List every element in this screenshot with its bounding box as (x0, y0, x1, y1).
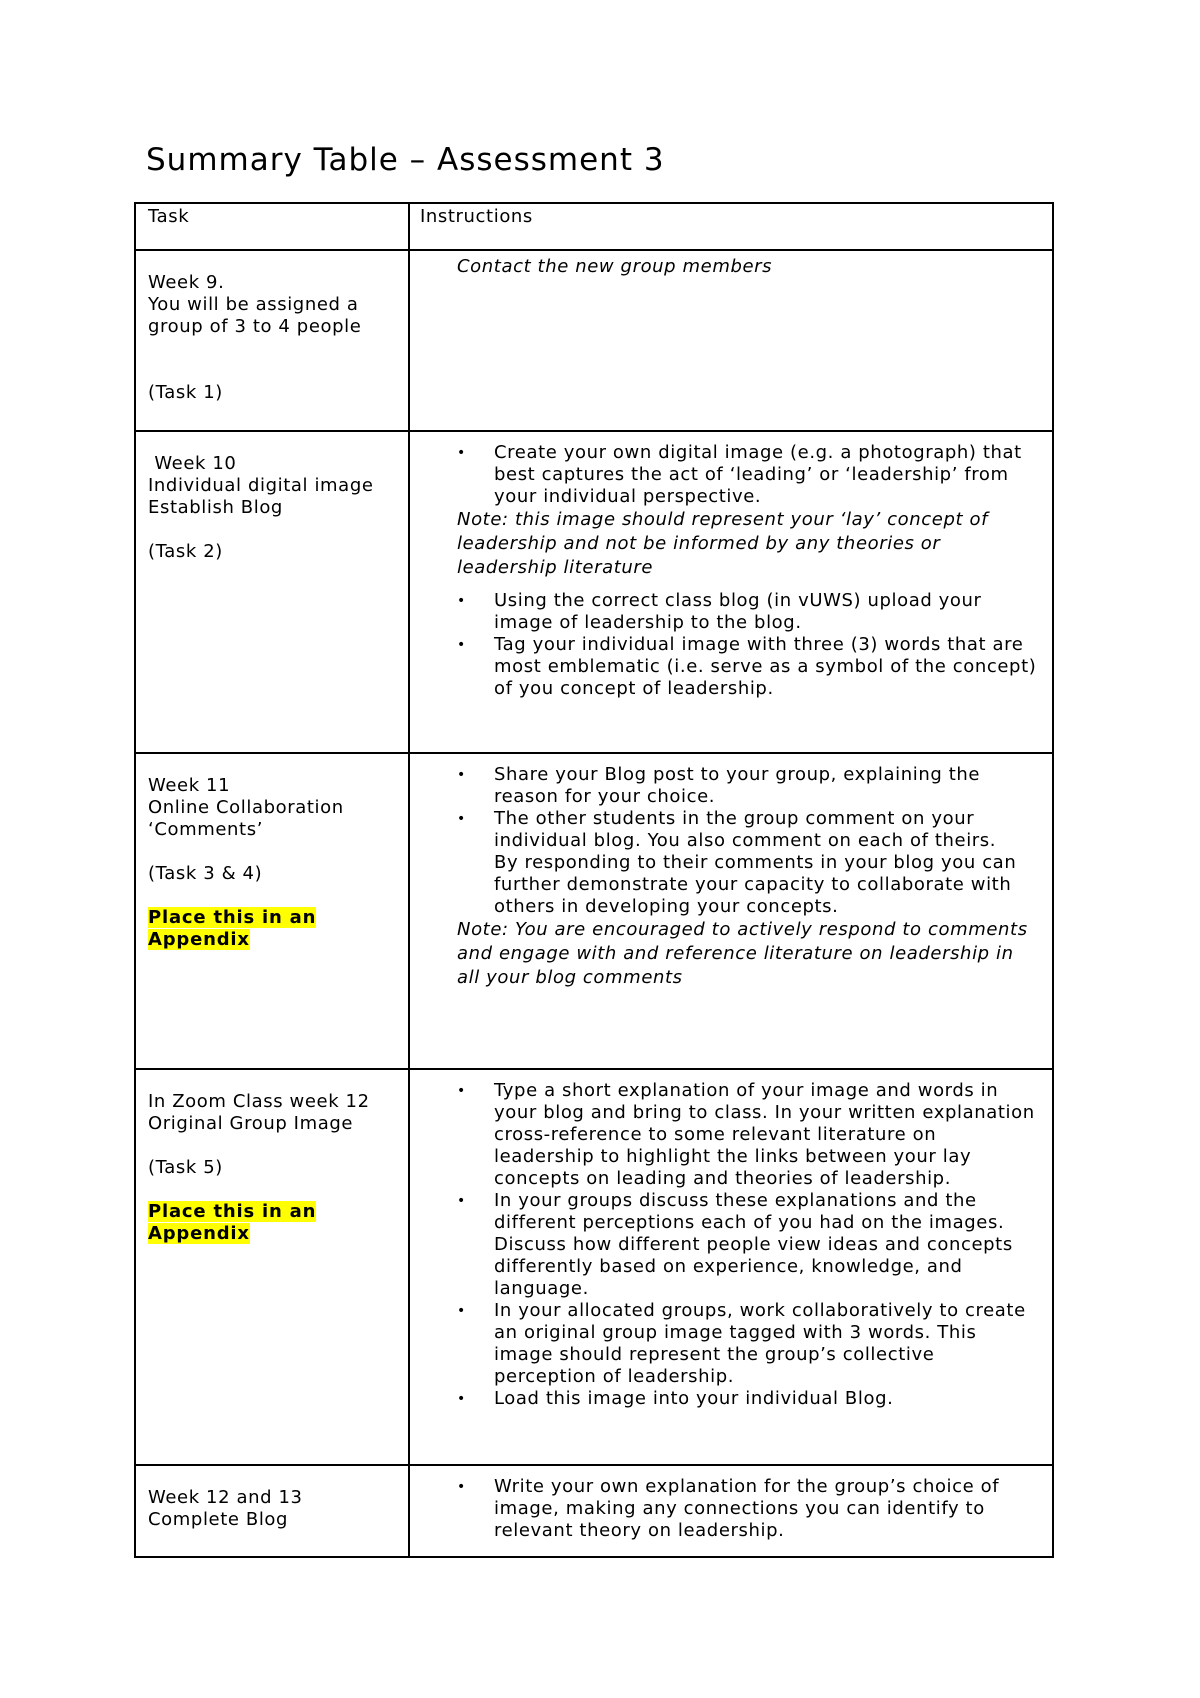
task-cell (135, 753, 409, 1069)
list-item: • Type a short explanation of your image and words in your blog and bring to class. In your written explanation cross-reference to some relevant literature on leadership to highlight the links between your lay concepts on leading and theories of leadership. (457, 1080, 1040, 1190)
list-item: • Write your own explanation for the group’s choice of image, making any connections you can identify to relevant theory on leadership. (457, 1476, 1040, 1542)
list-item: • Tag your individual image with three (3) words that are most emblematic (i.e. serve as a symbol of the concept) of you concept of leadership. (457, 634, 1040, 700)
task-line: Complete Blog (148, 1509, 289, 1530)
table-row (135, 250, 1053, 431)
task-line: Week 9. (148, 272, 225, 293)
task-line: ‘Comments’ (148, 819, 264, 840)
instructions-cell (409, 250, 1053, 431)
appendix-highlight: Place this in an (148, 1201, 317, 1222)
list-item: • Load this image into your individual Blog. (457, 1388, 1040, 1410)
task-cell (135, 1069, 409, 1465)
task-line: Individual digital image (148, 475, 374, 496)
bullet-list (457, 590, 1040, 700)
note-text: Note: You are encouraged to actively respond to comments and engage with and reference literature on leadership in all your blog comments (457, 919, 1028, 988)
instructions-cell (409, 431, 1053, 753)
contact-instruction: Contact the new group members (457, 256, 773, 277)
bullet-list (457, 764, 1040, 918)
task-line: Week 11 (148, 775, 231, 796)
bullet-list (457, 1080, 1040, 1410)
table-row (135, 431, 1053, 753)
table-header-row (135, 203, 1053, 250)
task-cell (135, 1465, 409, 1557)
appendix-highlight: Place this in an (148, 907, 317, 928)
task-line: group of 3 to 4 people (148, 316, 362, 337)
task-line: Online Collaboration (148, 797, 344, 818)
task-line: (Task 2) (148, 541, 223, 562)
column-header-task: Task (135, 203, 409, 250)
task-line: Week 10 (148, 453, 237, 474)
task-line: Original Group Image (148, 1113, 354, 1134)
list-item: By responding to their comments in your blog you can further demonstrate your capacity to collaborate with others in developing your concepts. (494, 852, 1017, 917)
summary-table (134, 202, 1054, 1558)
appendix-highlight: Appendix (148, 929, 250, 950)
task-line: You will be assigned a (148, 294, 359, 315)
task-cell (135, 431, 409, 753)
task-line: In Zoom Class week 12 (148, 1091, 370, 1112)
bullet-list (457, 442, 1040, 508)
list-item: • Create your own digital image (e.g. a photograph) that best captures the act of ‘leading’ or ‘leadership’ from your individual perspective. (457, 442, 1040, 508)
table-row (135, 1069, 1053, 1465)
bullet-list (457, 1476, 1040, 1542)
task-line: Week 12 and 13 (148, 1487, 303, 1508)
appendix-highlight: Appendix (148, 1223, 250, 1244)
instructions-cell (409, 753, 1053, 1069)
task-cell (135, 250, 409, 431)
instructions-cell (409, 1465, 1053, 1557)
task-line: Establish Blog (148, 497, 283, 518)
table-row (135, 1465, 1053, 1557)
note-text: Note: this image should represent your ‘lay’ concept of leadership and not be informed by any theories or leadership literature (457, 509, 989, 578)
list-item: • The other students in the group comment on your individual blog. You also comment on each of theirs. (457, 808, 1040, 852)
column-header-instructions: Instructions (409, 203, 1053, 250)
list-item: • Using the correct class blog (in vUWS) upload your image of leadership to the blog. (457, 590, 1040, 634)
list-item: • In your allocated groups, work collaboratively to create an original group image tagged with 3 words. This image should represent the group’s collective perception of leadership. (457, 1300, 1040, 1388)
page-title: Summary Table – Assessment 3 (146, 142, 665, 178)
table-row (135, 753, 1053, 1069)
task-line: (Task 5) (148, 1157, 223, 1178)
task-line: (Task 1) (148, 382, 223, 403)
instructions-cell (409, 1069, 1053, 1465)
list-item: • In your groups discuss these explanations and the different perceptions each of you had on the images. Discuss how different people view ideas and concepts differently based on experience, knowledge, and language. (457, 1190, 1040, 1300)
task-line: (Task 3 & 4) (148, 863, 263, 884)
list-item: • Share your Blog post to your group, explaining the reason for your choice. (457, 764, 1040, 808)
